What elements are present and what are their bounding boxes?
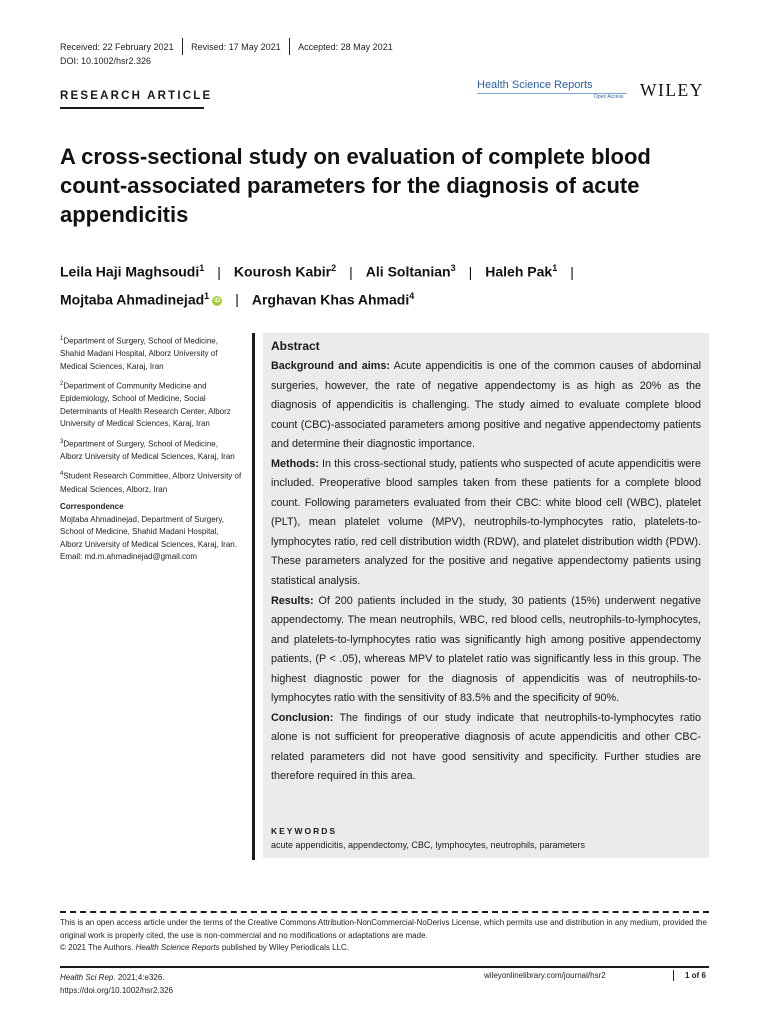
correspondence-email[interactable]: Email: md.m.ahmadinejad@gmail.com	[60, 552, 198, 562]
author-affiliation-mark: 1	[199, 263, 205, 273]
abstract-methods-text: In this cross-sectional study, patients who suspected of acute appendicitis were included. Preoperative blood samples taken from these patients for a complete blood count. Following parameters evaluated from their CBC: white blood cell (WBC), platelet (PLT), mean platelet volume (MPV), neutrophils-to-lymphocytes ratio, platelets-to-lymphocytes ratio, red cell distribution width (RDW), and platelet distribution width (PDW). These parameters analyzed for the positive and negative appendectomy patients using statistical analysis.	[271, 457, 701, 588]
footer-citation	[60, 971, 173, 997]
abstract-methods-label: Methods:	[271, 457, 319, 470]
article-type-underline	[60, 107, 204, 109]
correspondence-heading: Correspondence	[60, 502, 124, 512]
abstract-body	[271, 338, 701, 787]
author-name: Arghavan Khas Ahmadi	[251, 291, 410, 308]
abstract-methods	[271, 455, 701, 592]
abstract-background-label: Background and aims:	[271, 360, 390, 372]
accepted-date: Accepted: 28 May 2021	[298, 41, 393, 52]
affiliation	[60, 333, 242, 373]
correspondence-text: Mojtaba Ahmadinejad, Department of Surgery, School of Medicine, Shahid Madani Hospital, Alborz University of Medical Sciences, Karaj, Iran.	[60, 514, 237, 549]
author-separator: |	[235, 291, 239, 308]
abstract-results-label: Results:	[271, 594, 314, 607]
abstract-conclusion-label: Conclusion:	[271, 711, 334, 724]
abstract-background	[271, 357, 701, 455]
date-separator	[182, 38, 184, 55]
citation-volume: 2021;4:e326.	[115, 973, 165, 982]
affiliations-column	[60, 333, 242, 564]
affiliation-number: 4	[60, 471, 64, 478]
journal-name: Health Science Reports	[477, 79, 593, 91]
article-title: A cross-sectional study on evaluation of complete blood count-associated parameters for the diagnosis of acute appendicitis	[60, 144, 651, 227]
date-separator	[289, 38, 291, 55]
license-divider	[60, 911, 709, 913]
affiliation-number: 2	[60, 381, 64, 388]
affiliation	[60, 436, 242, 464]
copyright-journal: Health Science Reports	[135, 943, 220, 952]
citation-journal: Health Sci Rep.	[60, 973, 116, 982]
article-type: RESEARCH ARTICLE	[60, 90, 213, 102]
author-name: Kourosh Kabir	[233, 263, 332, 280]
affiliation	[60, 468, 242, 496]
doi: DOI: 10.1002/hsr2.326	[60, 56, 152, 66]
author-separator: |	[349, 263, 353, 280]
column-divider	[252, 333, 255, 860]
citation-line	[60, 971, 173, 984]
affiliation-text: Department of Surgery, School of Medicine, Shahid Madani Hospital, Alborz University of Medical Sciences, Karaj, Iran	[60, 336, 218, 371]
affiliation-text: Department of Community Medicine and Epidemiology, School of Medicine, Social Determinants of Health Research Center, Alborz University of Medical Sciences, Karaj, Iran	[60, 381, 231, 429]
author-name: Ali Soltanian	[365, 263, 451, 280]
affiliation-number: 3	[60, 438, 64, 445]
abstract-conclusion	[271, 709, 701, 787]
footer-divider	[60, 966, 709, 968]
affiliation-text: Student Research Committee, Alborz University of Medical Sciences, Alborz, Iran	[60, 472, 242, 494]
page-number: 1 of 6	[685, 971, 706, 980]
footer-separator	[673, 970, 674, 981]
affiliation-number: 1	[60, 336, 64, 342]
abstract-box	[263, 333, 709, 858]
author-affiliation-mark: 2	[331, 263, 337, 273]
author-affiliation-mark: 3	[450, 263, 456, 273]
author-name: Mojtaba Ahmadinejad	[60, 291, 205, 308]
license-notice	[60, 917, 710, 955]
affiliation-text: Department of Surgery, School of Medicine, Alborz University of Medical Sciences, Karaj, Iran	[60, 439, 235, 461]
abstract-background-text: Acute appendicitis is one of the common causes of abdominal surgeries, however, the rate of negative appendectomy is as high as 20% as the diagnosis of appendicitis is challenging. The study aimed to evaluate complete blood count (CBC)-associated parameters among positive and negative appendectomy patients and determine their diagnostic importance.	[271, 360, 702, 451]
copyright-line	[60, 942, 710, 955]
abstract-results	[271, 592, 701, 709]
copyright-prefix: © 2021 The Authors.	[60, 943, 136, 952]
publisher-logo: WILEY	[640, 80, 704, 100]
footer-doi-link[interactable]: https://doi.org/10.1002/hsr2.326	[60, 986, 173, 995]
revised-date: Revised: 17 May 2021	[191, 41, 281, 52]
abstract-results-text: Of 200 patients included in the study, 30 patients (15%) underwent negative appendectomy. The mean neutrophils, WBC, red blood cells, neutrophils-to-lymphocytes, and platelets-to-lymphocytes ratio was significantly high among positive appendectomy patients, (P < .05), whereas MPV to platelet ratio was significantly less in this group. The highest diagnostic power for the diagnosis of appendicitis was of neutrophils-to-lymphocytes ratio with the sensitivity of 83.5% and the specificity of 90%.	[271, 594, 701, 705]
abstract-heading: Abstract	[271, 339, 320, 353]
article-dates	[60, 38, 393, 55]
footer-site-link[interactable]: wileyonlinelibrary.com/journal/hsr2	[484, 971, 606, 980]
author-name: Leila Haji Maghsoudi	[60, 263, 200, 280]
keywords-heading: KEYWORDS	[271, 826, 338, 836]
author-affiliation-mark: 1	[552, 263, 558, 273]
author-affiliation-mark: 1	[204, 290, 210, 301]
received-date: Received: 22 February 2021	[60, 41, 174, 52]
author-separator: |	[570, 263, 574, 280]
author-separator: |	[468, 263, 473, 280]
author-list	[60, 256, 720, 311]
license-text: This is an open access article under the terms of the Creative Commons Attribution-NonCommercial-NoDerivs License, which permits use and distribution in any medium, provided the original work is properly cited, the use is non-commercial and no modifications or adaptations are made.	[60, 918, 707, 940]
affiliation	[60, 378, 242, 431]
keywords-list: acute appendicitis, appendectomy, CBC, lymphocytes, neutrophils, parameters	[271, 840, 585, 850]
copyright-suffix: published by Wiley Periodicals LLC.	[219, 943, 350, 952]
author-name: Haleh Pak	[485, 263, 553, 280]
orcid-icon[interactable]: iD	[214, 297, 221, 304]
author-affiliation-mark: 4	[409, 290, 415, 301]
abstract-conclusion-text: The findings of our study indicate that neutrophils-to-lymphocytes ratio alone is not sufficient for preoperative diagnosis of acute appendicitis and other CBC-related parameters did not have good sensitivity and specificity. Further studies are therefore required in this area.	[271, 711, 701, 783]
open-access-label: Open Access	[594, 94, 624, 100]
author-separator: |	[217, 263, 221, 280]
